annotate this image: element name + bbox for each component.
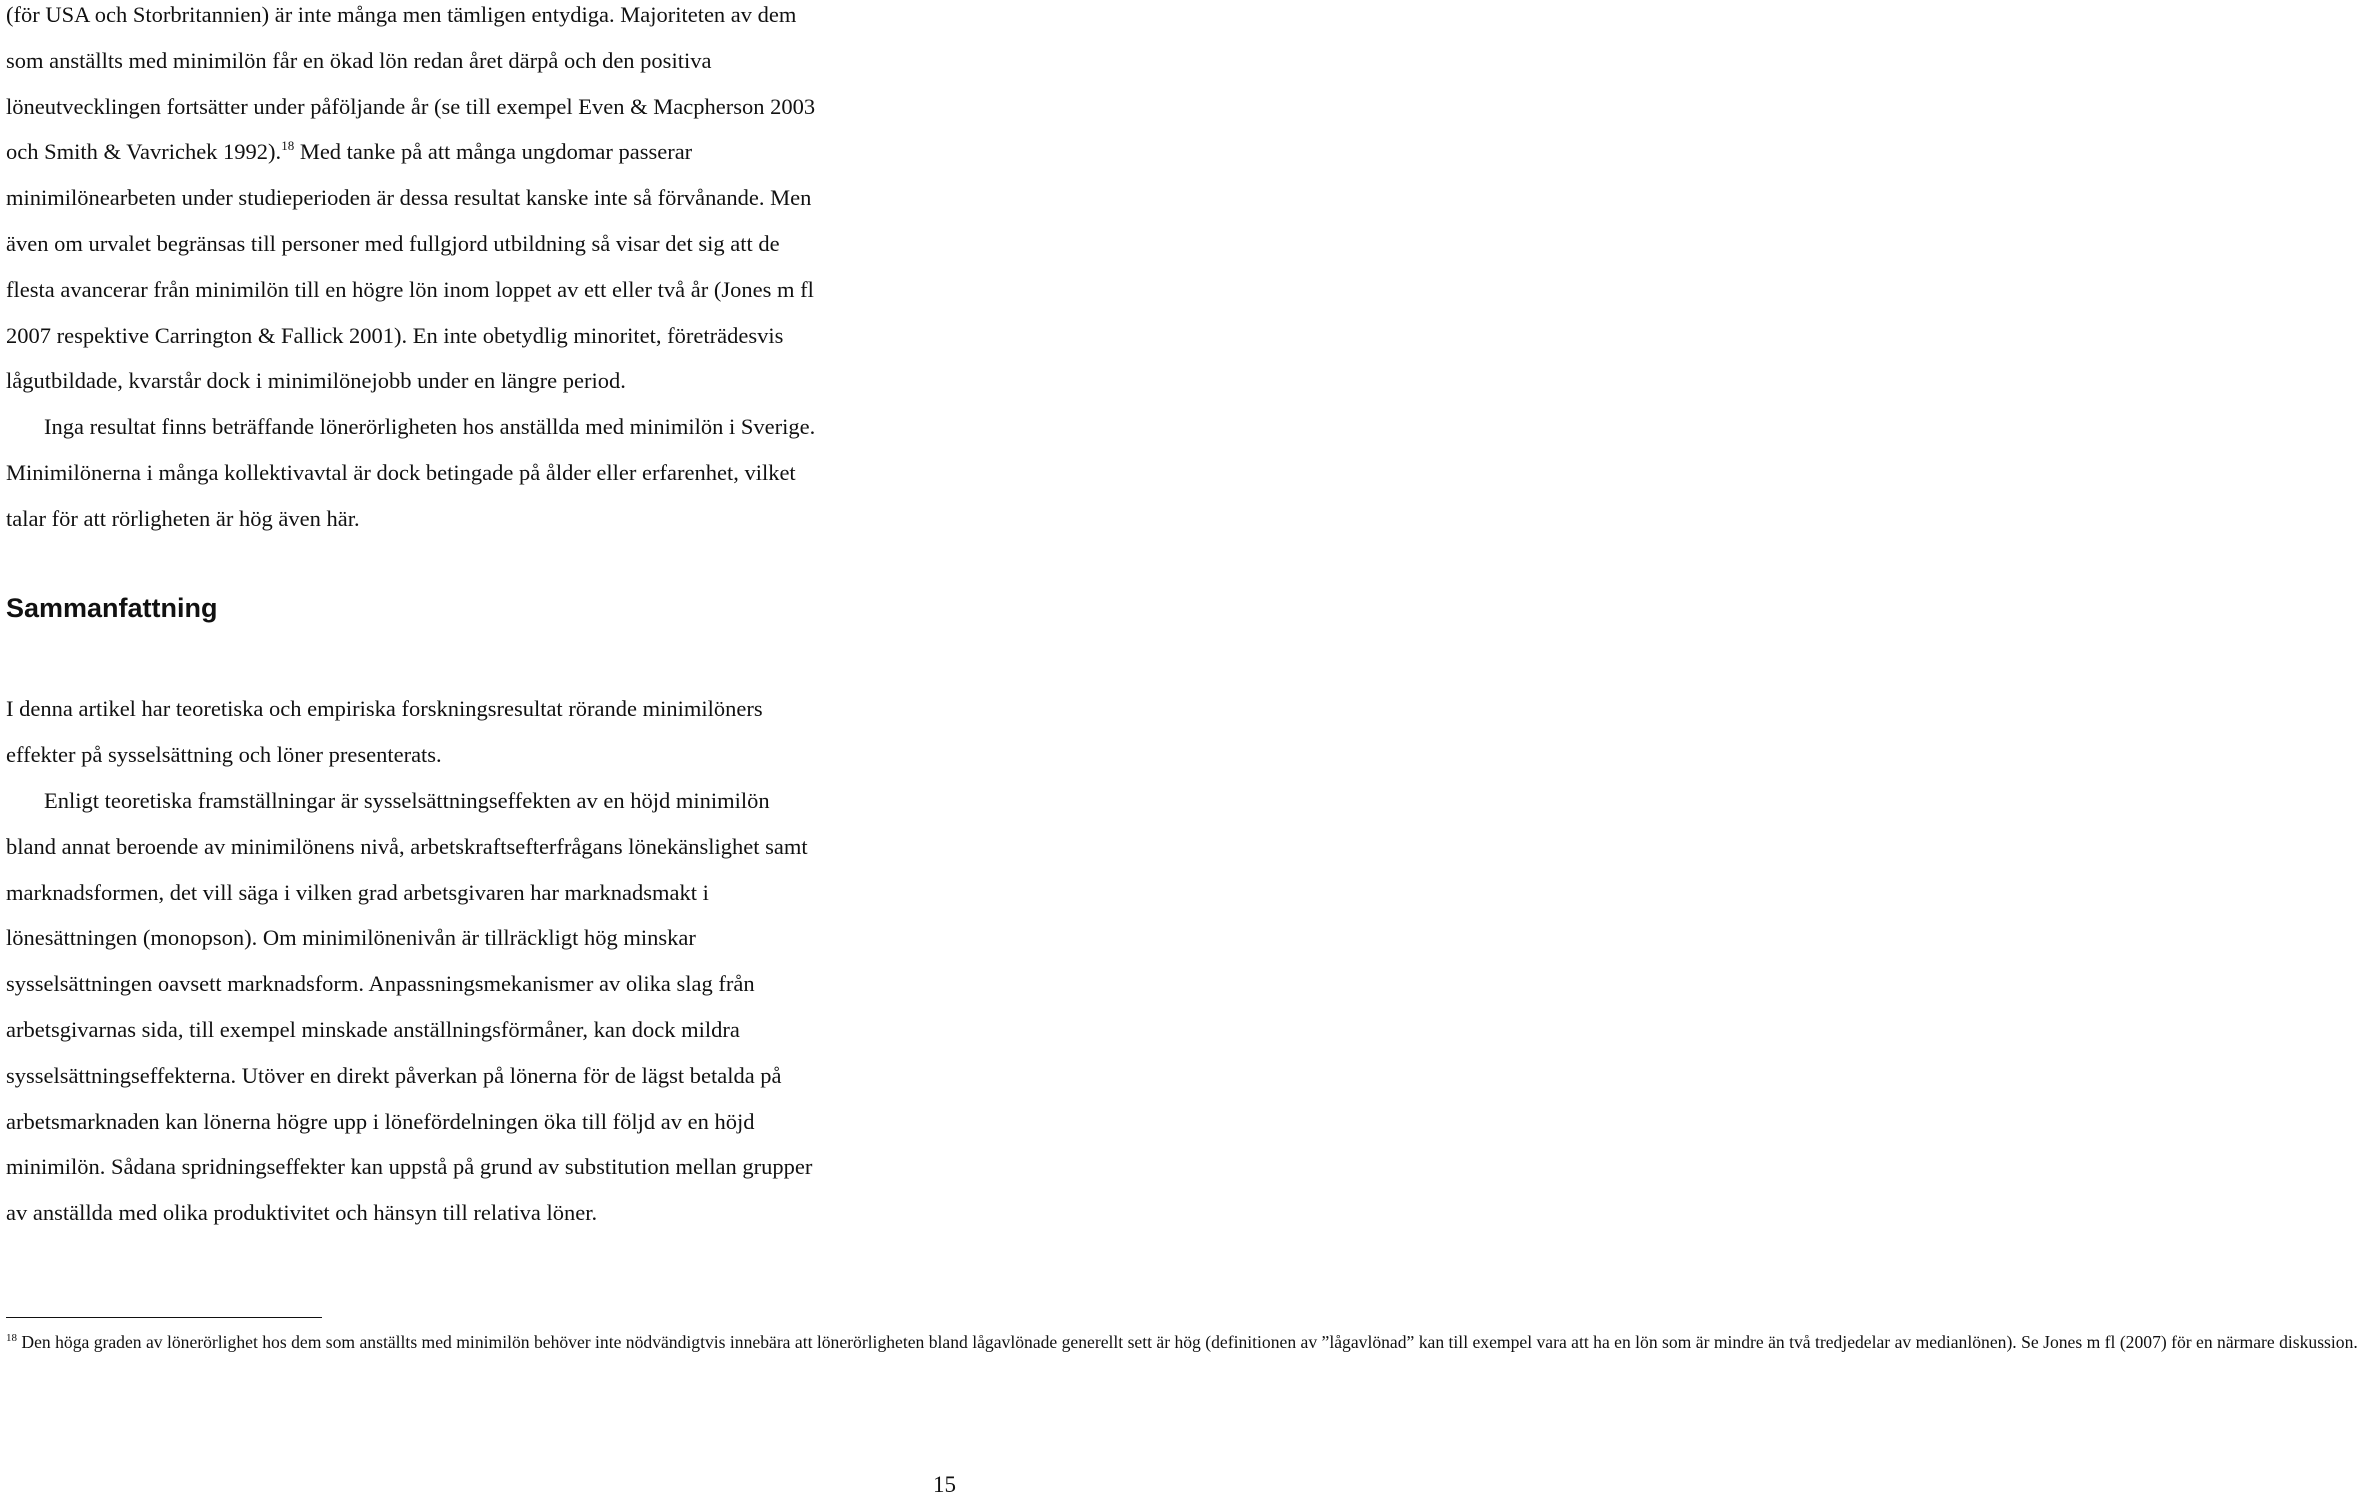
text-line: minimilönearbeten under studieperioden är dessa resultat kanske inte så förvånande. Men [6, 185, 812, 211]
footnote-separator [6, 1317, 322, 1318]
footnote-number: 18 [6, 1332, 17, 1344]
text-segment: Den höga graden av lönerörlighet hos dem som anställts med minimilön behöver inte nödvändigtvis [17, 1332, 726, 1352]
text-line: av anställda med olika produktivitet och hänsyn till relativa löner. [6, 1200, 598, 1226]
body-paragraph-4 [6, 778, 812, 1236]
text-line: exempel vara att ha en lön som är mindre än två tredjedelar av medianlönen). Se Jones m fl (2007) för en [1472, 1332, 2213, 1352]
text-line: I denna artikel har teoretiska och empiriska forskningsresultat rörande minimilöners [6, 696, 763, 721]
text-line: flesta avancerar från minimilön till en högre lön inom loppet av ett eller två år (Jones m fl [6, 276, 814, 302]
section-heading: Sammanfattning [6, 593, 218, 623]
text-line: Minimilönerna i många kollektivavtal är dock betingade på ålder eller erfarenhet, vilket [6, 459, 796, 485]
text-line: arbetsmarknaden kan lönerna högre upp i lönefördelningen öka till följd av en höjd [6, 1108, 755, 1134]
body-paragraph-1 [6, 0, 815, 404]
text-line: som anställts med minimilön får en ökad lön redan året därpå och den positiva [6, 47, 712, 73]
text-line: arbetsgivarnas sida, till exempel minskade anställningsförmåner, kan dock mildra [6, 1016, 740, 1042]
text-line: även om urvalet begränsas till personer med fullgjord utbildning så visar det sig att de [6, 230, 780, 256]
footnote [6, 1330, 2358, 1355]
text-line [6, 1332, 726, 1352]
body-paragraph-3 [6, 686, 763, 778]
text-line: marknadsformen, det vill säga i vilken grad arbetsgivaren har marknadsmakt i [6, 879, 709, 905]
text-line: Inga resultat finns beträffande lönerörligheten hos anställda med minimilön i Sverige. [44, 414, 816, 439]
text-line: lönesättningen (monopson). Om minimilönenivån är tillräckligt hög minskar [6, 925, 696, 951]
text-line: närmare diskussion. [2217, 1332, 2358, 1352]
page-number: 15 [933, 1472, 956, 1497]
text-line: sysselsättningseffekterna. Utöver en direkt påverkan på lönerna för de lägst betalda på [6, 1062, 782, 1088]
text-segment: Med tanke på att många ungdomar passerar [294, 139, 693, 165]
text-line: 2007 respektive Carrington & Fallick 2001). En inte obetydlig minoritet, företrädesvis [6, 322, 784, 348]
text-line: bland annat beroende av minimilönens nivå, arbetskraftsefterfrågans lönekänslighet samt [6, 833, 808, 859]
footnote-reference[interactable]: 18 [281, 138, 295, 154]
text-line: löneutvecklingen fortsätter under påföljande år (se till exempel Even & Macpherson 2003 [6, 93, 816, 119]
text-line: Enligt teoretiska framställningar är sysselsättningseffekten av en höjd minimilön [44, 788, 770, 813]
text-line [6, 129, 815, 175]
text-line: (för USA och Storbritannien) är inte många men tämligen entydiga. Majoriteten av dem [6, 2, 797, 27]
text-line: innebära att lönerörligheten bland lågavlönade generellt sett är hög (definitionen av ”lågavlönad” kan till [729, 1332, 1469, 1352]
text-line: lågutbildade, kvarstår dock i minimilönejobb under en längre period. [6, 368, 626, 394]
text-segment: och Smith & Vavrichek 1992). [6, 139, 282, 165]
text-line: talar för att rörligheten är hög även här. [6, 505, 360, 531]
body-paragraph-2 [6, 404, 815, 541]
text-line: minimilön. Sådana spridningseffekter kan uppstå på grund av substitution mellan grupper [6, 1154, 813, 1180]
text-line: effekter på sysselsättning och löner presenterats. [6, 741, 442, 767]
text-line: sysselsättningen oavsett marknadsform. Anpassningsmekanismer av olika slag från [6, 971, 755, 997]
